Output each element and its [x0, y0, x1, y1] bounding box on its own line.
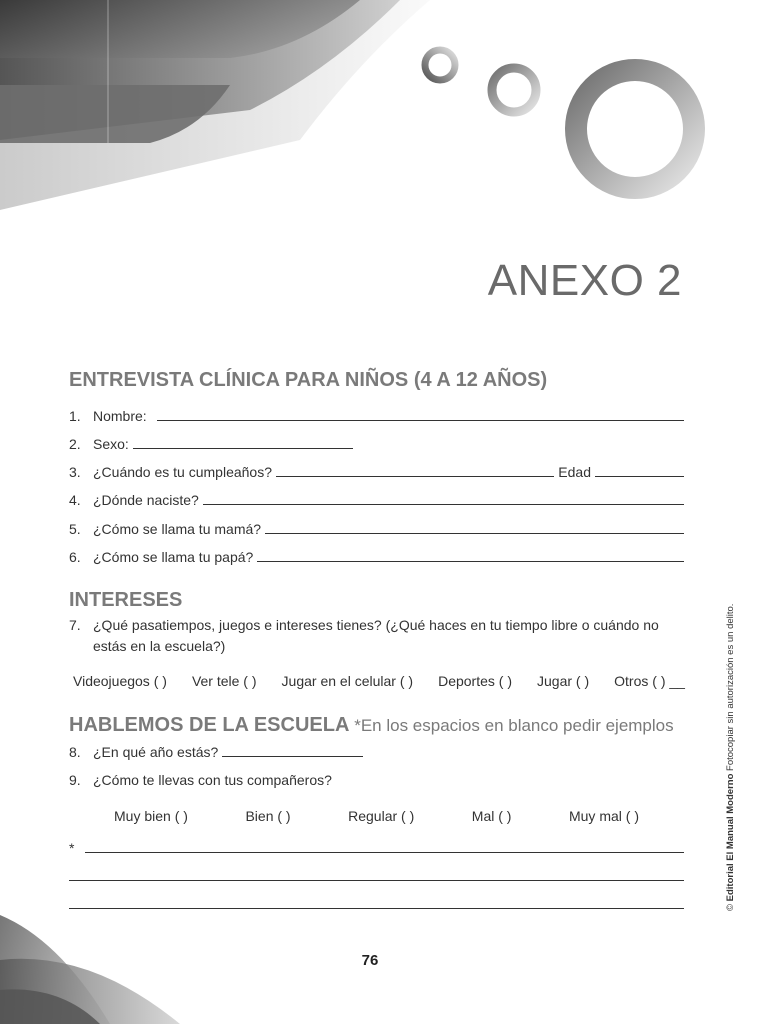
- section-title-interests: INTERESES: [69, 589, 183, 611]
- item-label: ¿Cómo te llevas con tus compañeros?: [93, 772, 332, 788]
- question-row-8: [69, 740, 684, 760]
- question-7: [69, 615, 684, 657]
- question-row-3: [69, 460, 684, 480]
- copyright-symbol: ©: [725, 904, 736, 911]
- option-very-good[interactable]: Muy bien ( ): [114, 808, 188, 824]
- school-note: *En los espacios en blanco pedir ejemplos: [354, 716, 674, 735]
- item-number: 9.: [69, 772, 81, 788]
- birthday-answer-line[interactable]: [276, 476, 554, 477]
- item-number: 5.: [69, 521, 81, 537]
- section-title-school: [69, 714, 674, 737]
- item-number: 3.: [69, 464, 81, 480]
- father-name-answer-line[interactable]: [257, 561, 684, 562]
- item-number: 6.: [69, 549, 81, 565]
- option-bad[interactable]: Mal ( ): [471, 808, 512, 824]
- school-year-answer-line[interactable]: [222, 756, 363, 757]
- question-row-2: [69, 432, 684, 452]
- age-label: Edad: [558, 464, 591, 480]
- asterisk: *: [69, 840, 75, 856]
- option-play[interactable]: Jugar ( ): [537, 673, 590, 689]
- item-label: ¿Dónde naciste?: [93, 492, 199, 508]
- item-number: 8.: [69, 744, 81, 760]
- age-answer-line[interactable]: [595, 476, 684, 477]
- option-sports[interactable]: Deportes ( ): [438, 673, 512, 689]
- option-other[interactable]: Otros ( ) __: [614, 673, 685, 689]
- mother-name-answer-line[interactable]: [265, 533, 684, 534]
- option-very-bad[interactable]: Muy mal ( ): [568, 808, 639, 824]
- sex-answer-line[interactable]: [133, 448, 353, 449]
- examples-answer-line-1[interactable]: [85, 852, 684, 853]
- option-good[interactable]: Bien ( ): [245, 808, 291, 824]
- item-number: 7.: [69, 617, 81, 633]
- question-row-4: [69, 488, 684, 508]
- question-row-5: [69, 517, 684, 537]
- examples-answer-line-2[interactable]: [69, 880, 684, 881]
- item-label: Nombre:: [93, 408, 147, 424]
- annex-title: ANEXO 2: [487, 256, 682, 305]
- item-label: ¿Cuándo es tu cumpleaños?: [93, 464, 272, 480]
- item-number: 4.: [69, 492, 81, 508]
- option-phone-games[interactable]: Jugar en el celular ( ): [281, 673, 414, 689]
- question-row-6: [69, 545, 684, 565]
- option-tv[interactable]: Ver tele ( ): [191, 673, 257, 689]
- item-label: ¿Cómo se llama tu papá?: [93, 549, 254, 565]
- examples-row: [69, 836, 684, 856]
- section-title-interview: ENTREVISTA CLÍNICA PARA NIÑOS (4 A 12 AÑOS): [69, 369, 548, 391]
- classmates-options: [114, 808, 639, 824]
- item-label: Sexo:: [93, 436, 129, 452]
- birthplace-answer-line[interactable]: [203, 504, 684, 505]
- page-number: 76: [361, 952, 379, 969]
- option-videogames[interactable]: Videojuegos ( ): [73, 673, 167, 689]
- copyright-notice: [725, 604, 736, 911]
- interest-options: [73, 673, 685, 689]
- question-row-9: [69, 768, 684, 788]
- item-number: 2.: [69, 436, 81, 452]
- publisher-name: Editorial El Manual Moderno: [725, 773, 736, 902]
- item-label: ¿Cómo se llama tu mamá?: [93, 521, 262, 537]
- question-text: ¿Qué pasatiempos, juegos e intereses tienes? (¿Qué haces en tu tiempo libre o cuándo no estás en la escuela?): [93, 617, 659, 654]
- examples-answer-line-3[interactable]: [69, 908, 684, 909]
- option-regular[interactable]: Regular ( ): [348, 808, 415, 824]
- item-number: 1.: [69, 408, 81, 424]
- item-label: ¿En qué año estás?: [93, 744, 219, 760]
- question-row-1: [69, 404, 684, 424]
- name-answer-line[interactable]: [157, 420, 684, 421]
- school-title: HABLEMOS DE LA ESCUELA: [69, 714, 349, 736]
- copyright-text: Fotocopiar sin autorización es un delito.: [725, 603, 736, 771]
